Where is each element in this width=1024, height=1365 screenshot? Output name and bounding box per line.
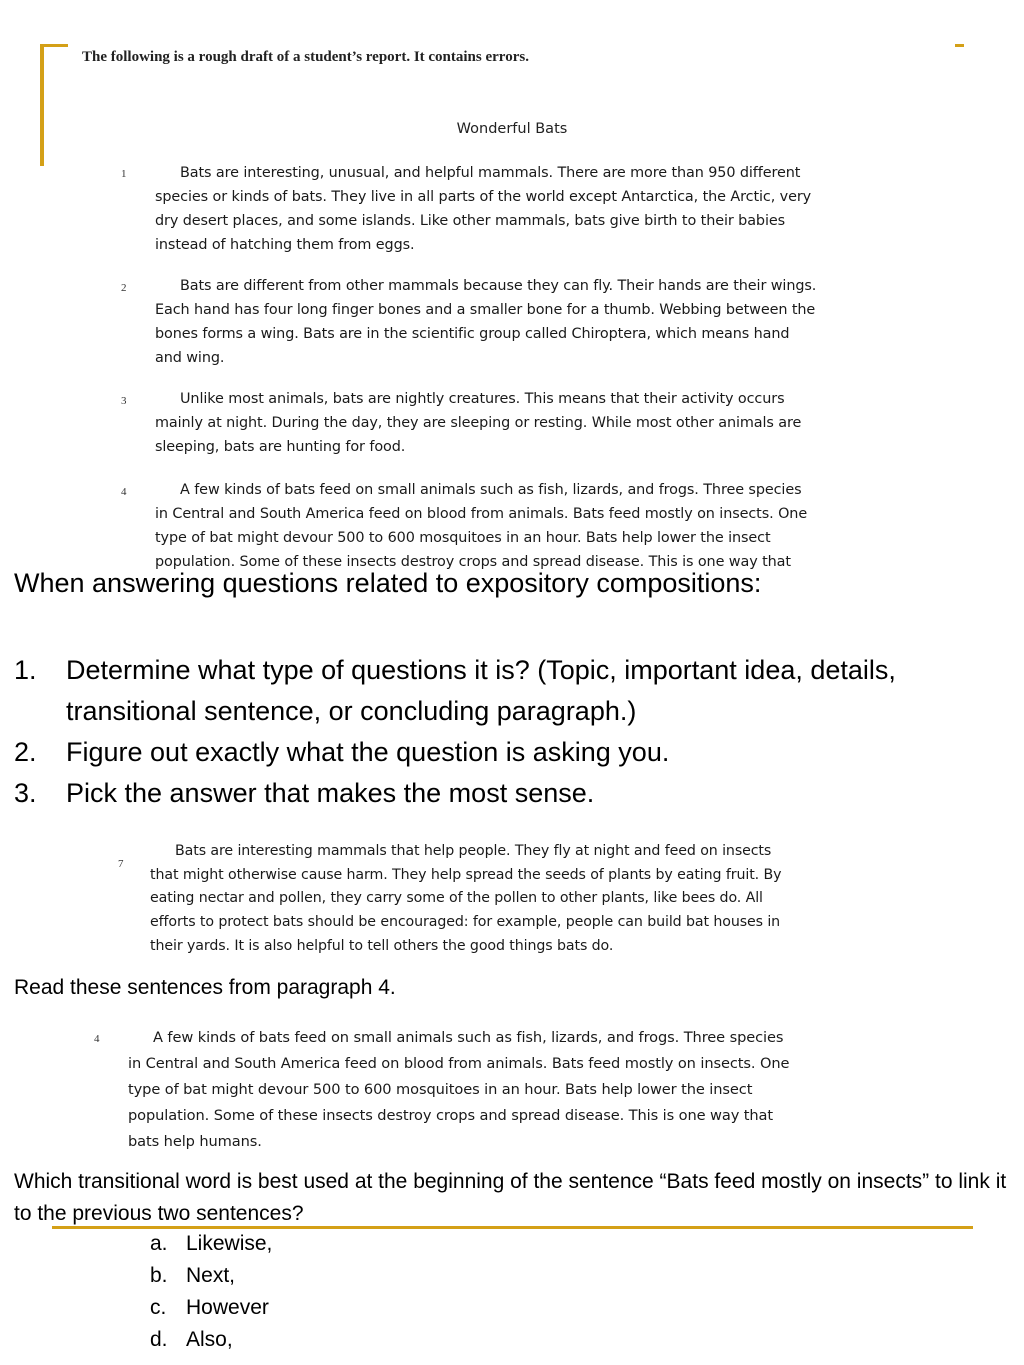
text-line: mainly at night. During the day, they are sleeping or resting. While most other animals are bbox=[155, 415, 802, 431]
report-paragraph-3 bbox=[155, 387, 801, 459]
question-text: Which transitional word is best used at the beginning of the sentence “Bats feed mostly on insects” to link it to the previous two sentences? bbox=[14, 1170, 1007, 1225]
report-paragraph-7-crop bbox=[150, 843, 930, 972]
choice-text: Likewise, bbox=[186, 1232, 273, 1255]
step-item bbox=[14, 773, 1016, 814]
report-paragraph-1 bbox=[155, 161, 811, 257]
gold-bracket-vertical bbox=[40, 44, 44, 166]
choice-letter: a. bbox=[150, 1232, 168, 1255]
choice-text: Also, bbox=[186, 1328, 233, 1351]
text-line: A few kinds of bats feed on small animals such as fish, lizards, and frogs. Three species bbox=[153, 1029, 784, 1046]
answer-choice-d[interactable] bbox=[150, 1324, 272, 1356]
text-line: sleeping, bats are hunting for food. bbox=[155, 439, 406, 455]
report-paragraph-2 bbox=[155, 274, 816, 370]
paragraph-number: 1 bbox=[121, 168, 127, 180]
text-line: type of bat might devour 500 to 600 mosquitoes in an hour. Bats help lower the insect bbox=[128, 1081, 753, 1098]
choice-text: However bbox=[186, 1296, 269, 1319]
report-paragraph-7 bbox=[150, 840, 781, 959]
paragraph-number: 2 bbox=[121, 282, 127, 294]
text-line: species or kinds of bats. They live in all parts of the world except Antarctica, the Arctic, very bbox=[155, 189, 812, 205]
text-line: population. Some of these insects destroy crops and spread disease. This is one way that bbox=[155, 554, 791, 570]
text-line: Unlike most animals, bats are nightly creatures. This means that their activity occurs bbox=[180, 391, 785, 407]
text-line: in Central and South America feed on blood from animals. Bats feed mostly on insects. One bbox=[155, 506, 808, 522]
report-paragraph-4-cropped bbox=[155, 478, 808, 570]
answer-choice-c[interactable] bbox=[150, 1292, 272, 1324]
step-text: Pick the answer that makes the most sense. bbox=[66, 778, 595, 808]
slide-heading: When answering questions related to expository compositions: bbox=[14, 568, 762, 598]
text-line: and wing. bbox=[155, 350, 225, 366]
choice-letter: c. bbox=[150, 1296, 167, 1319]
choice-letter: d. bbox=[150, 1328, 168, 1351]
text-line: bones forms a wing. Bats are in the scientific group called Chiroptera, which means hand bbox=[155, 326, 790, 342]
paragraph-number: 4 bbox=[121, 486, 127, 498]
answer-choice-b[interactable] bbox=[150, 1260, 272, 1292]
read-instruction: Read these sentences from paragraph 4. bbox=[14, 976, 396, 999]
text-line: dry desert places, and some islands. Like other mammals, bats give birth to their babies bbox=[155, 213, 785, 229]
choice-letter: b. bbox=[150, 1264, 168, 1287]
text-line: that might otherwise cause harm. They help spread the seeds of plants by eating fruit. By bbox=[150, 866, 782, 883]
report-title: Wonderful Bats bbox=[456, 121, 568, 137]
choice-text: Next, bbox=[186, 1264, 236, 1287]
text-line: efforts to protect bats should be encouraged: for example, people can build bat houses in bbox=[150, 914, 781, 931]
text-line: Each hand has four long finger bones and a smaller bone for a thumb. Webbing between the bbox=[155, 302, 816, 318]
step-text: Determine what type of questions it is? (Topic, important idea, details, transitional sentence, or concluding paragraph.) bbox=[66, 655, 896, 726]
gold-bracket-horizontal bbox=[40, 44, 68, 47]
text-line: bats help humans. bbox=[128, 1133, 262, 1150]
step-number: 3. bbox=[14, 778, 37, 808]
text-line: population. Some of these insects destroy crops and spread disease. This is one way that bbox=[128, 1107, 774, 1124]
text-line: Bats are different from other mammals because they can fly. Their hands are their wings. bbox=[180, 278, 817, 294]
text-line: their yards. It is also helpful to tell others the good things bats do. bbox=[150, 937, 614, 954]
text-line: A few kinds of bats feed on small animals such as fish, lizards, and frogs. Three species bbox=[180, 482, 802, 498]
step-number: 2. bbox=[14, 737, 37, 767]
report-intro: The following is a rough draft of a student’s report. It contains errors. bbox=[82, 49, 529, 65]
answer-choices bbox=[150, 1228, 272, 1356]
step-item bbox=[14, 650, 1016, 732]
report-paragraph-4-excerpt bbox=[128, 1025, 789, 1155]
paragraph-number: 4 bbox=[94, 1033, 100, 1045]
step-text: Figure out exactly what the question is asking you. bbox=[66, 737, 670, 767]
step-item bbox=[14, 732, 1016, 773]
steps-list bbox=[14, 650, 1016, 814]
paragraph-number: 3 bbox=[121, 395, 127, 407]
text-line: Bats are interesting, unusual, and helpful mammals. There are more than 950 different bbox=[180, 165, 801, 181]
step-number: 1. bbox=[14, 655, 37, 685]
gold-corner-mark bbox=[955, 44, 964, 47]
text-line: eating nectar and pollen, they carry some of the pollen to other plants, like bees do. All bbox=[150, 890, 763, 907]
paragraph-number: 7 bbox=[118, 858, 124, 870]
answer-choice-a[interactable] bbox=[150, 1228, 272, 1260]
text-line: in Central and South America feed on blood from animals. Bats feed mostly on insects. One bbox=[128, 1055, 790, 1072]
text-line: type of bat might devour 500 to 600 mosquitoes in an hour. Bats help lower the insect bbox=[155, 530, 771, 546]
text-line: Bats are interesting mammals that help people. They fly at night and feed on insects bbox=[175, 843, 772, 859]
text-line: instead of hatching them from eggs. bbox=[155, 237, 415, 253]
